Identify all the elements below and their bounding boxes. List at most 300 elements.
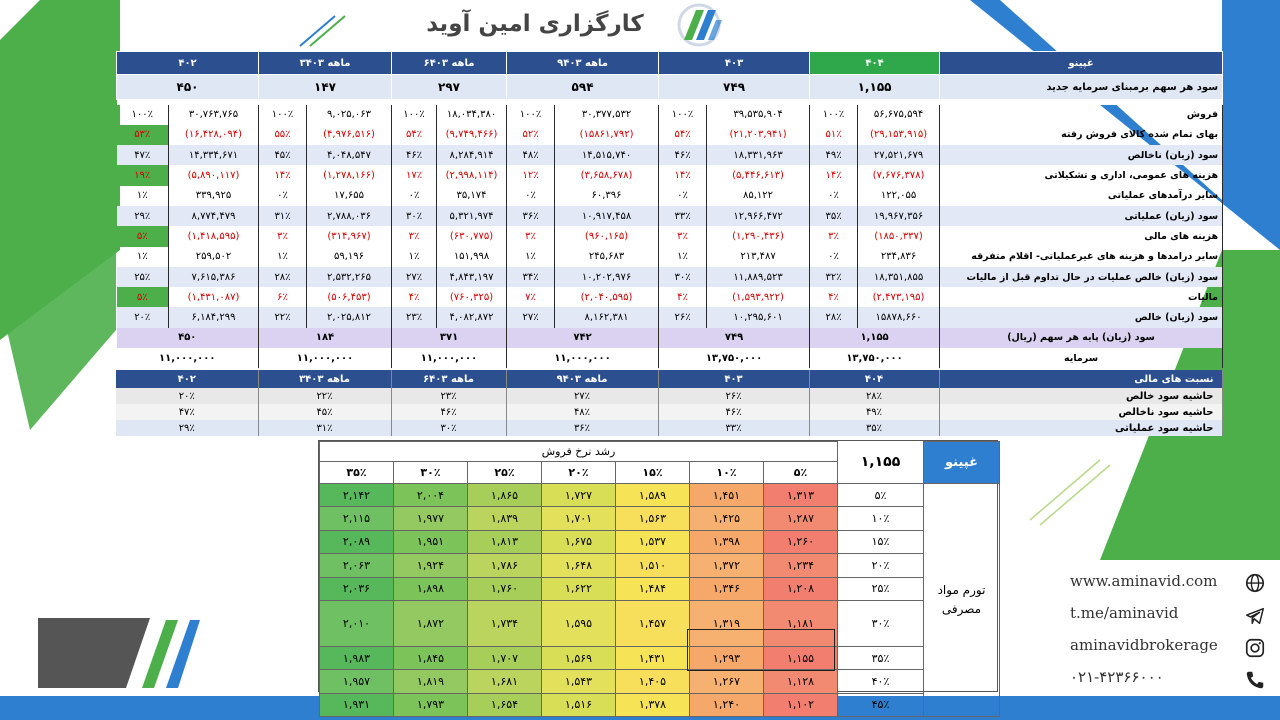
percent-cell: ۰٪	[507, 186, 555, 206]
instagram-icon	[1244, 637, 1266, 659]
statement-row	[117, 226, 1223, 246]
inflation-row-label: ۳۵٪	[838, 646, 924, 669]
sensitivity-row	[320, 554, 1000, 577]
percent-cell: ۳۴٪	[507, 267, 555, 287]
sensitivity-cell: ۱,۳۹۸	[690, 530, 764, 553]
sensitivity-cell: ۱,۴۵۱	[690, 484, 764, 507]
value-cell: ۱۸,۳۵۱,۸۵۵	[858, 267, 940, 287]
percent-cell: ۱٪	[507, 247, 555, 267]
statement-row	[117, 125, 1223, 145]
period-header-row	[117, 52, 1223, 75]
value-cell: ۲,۰۲۵,۸۱۲	[307, 307, 392, 327]
sensitivity-cell: ۱,۱۲۸	[764, 670, 838, 693]
value-cell: ۱۰,۲۹۵,۶۰۱	[707, 307, 810, 327]
percent-cell: ۱٪	[659, 247, 707, 267]
eps-new-capital-row	[117, 75, 1223, 100]
phone-text[interactable]: ۰۲۱-۴۲۳۶۶۰۰۰	[1070, 668, 1164, 686]
ratio-col-header: ۴۰۲	[116, 370, 258, 388]
sensitivity-row	[320, 507, 1000, 530]
value-cell: (۱,۲۹۰,۴۳۶)	[707, 226, 810, 246]
percent-cell: ۵۲٪	[507, 125, 555, 145]
value-cell: ۱۹,۹۶۷,۳۵۶	[858, 206, 940, 226]
ratio-value: ۴۶٪	[391, 404, 506, 420]
sensitivity-cell: ۱,۸۳۹	[468, 507, 542, 530]
value-cell: (۹,۷۴۹,۴۶۶)	[437, 125, 507, 145]
eps-rial-value: ۷۴۲	[507, 328, 659, 348]
value-cell: ۱۷,۶۵۵	[307, 186, 392, 206]
ratio-value: ۲۲٪	[258, 388, 391, 404]
ratio-value: ۴۷٪	[116, 404, 258, 420]
sensitivity-cell: ۱,۵۴۳	[542, 670, 616, 693]
ratio-label: حاشیه سود ناخالص	[939, 404, 1222, 420]
inflation-row-label: ۵٪	[838, 484, 924, 507]
sensitivity-cell: ۱,۲۴۰	[690, 693, 764, 716]
percent-cell: ۱۰۰٪	[259, 105, 307, 125]
value-cell: ۱۰,۲۰۲,۹۷۶	[555, 267, 659, 287]
value-cell: ۲۴۵,۶۸۳	[555, 247, 659, 267]
value-cell: ۵,۳۲۱,۹۷۴	[437, 206, 507, 226]
value-cell: ۱۴,۳۳۴,۶۷۱	[169, 145, 259, 165]
page-title: کارگزاری امین آوید	[426, 11, 644, 37]
sensitivity-cell: ۱,۵۸۹	[616, 484, 690, 507]
percent-cell: ۳۰٪	[392, 206, 437, 226]
sensitivity-cell: ۱,۳۴۶	[690, 577, 764, 600]
value-cell: (۶۳۰,۷۷۵)	[437, 226, 507, 246]
ratio-value: ۳۶٪	[506, 420, 658, 436]
value-cell: ۳۹,۵۳۵,۹۰۴	[707, 105, 810, 125]
statement-row	[117, 206, 1223, 226]
ratio-col-header: ۳ماهه ۴۰۳	[258, 370, 391, 388]
col-header-forecast: ۴۰۴	[810, 52, 940, 75]
inflation-row-label: ۳۰٪	[838, 600, 924, 646]
ratio-value: ۲۰٪	[116, 388, 258, 404]
percent-cell: ۱٪	[259, 247, 307, 267]
value-cell: ۸,۲۸۴,۹۱۴	[437, 145, 507, 165]
percent-cell: ۰٪	[659, 186, 707, 206]
percent-cell: ۰٪	[810, 247, 858, 267]
company-name: غپینو	[940, 52, 1223, 75]
percent-cell: ۳٪	[259, 226, 307, 246]
value-cell: (۷۶۰,۳۲۵)	[437, 287, 507, 307]
ratio-col-header: ۴۰۳	[658, 370, 809, 388]
inflation-row-label: ۲۵٪	[838, 577, 924, 600]
percent-cell: ۵۴٪	[392, 125, 437, 145]
percent-cell: ۱۹٪	[117, 165, 169, 185]
phone-icon	[1244, 669, 1266, 691]
eps-value: ۴۵۰	[117, 75, 259, 100]
percent-cell: ۱۴٪	[810, 165, 858, 185]
percent-cell: ۱۰۰٪	[117, 105, 169, 125]
sensitivity-cell: ۱,۶۸۱	[468, 670, 542, 693]
value-cell: ۳۵,۱۷۴	[437, 186, 507, 206]
value-cell: (۲۹,۱۵۳,۹۱۵)	[858, 125, 940, 145]
income-statement-table	[116, 51, 1223, 368]
percent-cell: ۳۲٪	[810, 267, 858, 287]
sensitivity-cell: ۱,۷۰۱	[542, 507, 616, 530]
value-cell: ۱۲۲,۰۵۵	[858, 186, 940, 206]
capital-value: ۱۱,۰۰۰,۰۰۰	[117, 348, 259, 368]
inflation-row-label: ۴۵٪	[838, 693, 924, 716]
percent-cell: ۰٪	[259, 186, 307, 206]
sensitivity-cell: ۱,۴۳۱	[616, 646, 690, 669]
ratio-title: نسبت های مالی	[939, 370, 1222, 388]
percent-cell: ۲۷٪	[392, 267, 437, 287]
eps-label: سود هر سهم برمبنای سرمایه جدید	[940, 75, 1223, 100]
row-label: هزینه های مالی	[940, 226, 1223, 246]
sensitivity-cell: ۲,۰۰۴	[394, 484, 468, 507]
sensitivity-cell: ۱,۲۹۳	[690, 646, 764, 669]
row-label: سود (زیان) خالص عملیات در حال تداوم قبل از مالیات	[940, 267, 1223, 287]
percent-cell: ۲۶٪	[659, 307, 707, 327]
growth-col-header: ۱۰٪	[690, 462, 764, 484]
sensitivity-cell: ۱,۵۱۰	[616, 554, 690, 577]
growth-col-header: ۳۵٪	[320, 462, 394, 484]
sensitivity-cell: ۱,۸۱۳	[468, 530, 542, 553]
sensitivity-cell: ۲,۰۱۰	[320, 600, 394, 646]
percent-cell: ۳۳٪	[659, 206, 707, 226]
value-cell: (۳۱۴,۹۶۷)	[307, 226, 392, 246]
ratio-header-row	[116, 370, 1222, 388]
ratio-value: ۳۳٪	[658, 420, 809, 436]
ratio-value: ۴۶٪	[658, 404, 809, 420]
value-cell: ۱۴,۵۱۵,۷۴۰	[555, 145, 659, 165]
sensitivity-cell: ۱,۵۹۵	[542, 600, 616, 646]
inflation-row-label: ۲۰٪	[838, 554, 924, 577]
statement-row	[117, 267, 1223, 287]
value-cell: ۱۸,۰۳۴,۳۸۰	[437, 105, 507, 125]
value-cell: (۳,۶۵۸,۶۷۸)	[555, 165, 659, 185]
value-cell: (۹۶۰,۱۶۵)	[555, 226, 659, 246]
sensitivity-cell: ۱,۲۶۰	[764, 530, 838, 553]
value-cell: ۵۹,۱۹۶	[307, 247, 392, 267]
sensitivity-cell: ۱,۲۶۷	[690, 670, 764, 693]
percent-cell: ۲۸٪	[259, 267, 307, 287]
percent-cell: ۲۰٪	[117, 307, 169, 327]
globe-icon	[1244, 572, 1266, 594]
sensitivity-cell: ۱,۵۶۳	[616, 507, 690, 530]
sensitivity-cell: ۱,۹۵۱	[394, 530, 468, 553]
percent-cell: ۴۵٪	[259, 145, 307, 165]
ratio-value: ۲۸٪	[809, 388, 939, 404]
row-label: بهای تمام شده کالای فروش رفته	[940, 125, 1223, 145]
sensitivity-cell: ۱,۵۶۹	[542, 646, 616, 669]
sensitivity-cell: ۱,۹۵۷	[320, 670, 394, 693]
sensitivity-row	[320, 530, 1000, 553]
eps-rial-row	[117, 328, 1223, 348]
sensitivity-table	[318, 440, 998, 712]
sensitivity-cell: ۱,۱۸۱	[764, 600, 838, 646]
row-label: سود (زیان) خالص	[940, 307, 1223, 327]
value-cell: (۱,۴۱۸,۵۹۵)	[169, 226, 259, 246]
eps-rial-value: ۱۸۴	[259, 328, 392, 348]
eps-value: ۵۹۴	[507, 75, 659, 100]
percent-cell: ۲۸٪	[810, 307, 858, 327]
percent-cell: ۴۹٪	[810, 145, 858, 165]
value-cell: ۲,۷۸۸,۰۳۶	[307, 206, 392, 226]
percent-cell: ۴٪	[392, 287, 437, 307]
growth-label: رشد نرخ فروش	[320, 442, 838, 462]
percent-cell: ۳۵٪	[810, 206, 858, 226]
value-cell: (۷,۶۷۶,۳۷۸)	[858, 165, 940, 185]
growth-col-header: ۱۵٪	[616, 462, 690, 484]
sensitivity-cell: ۱,۳۱۳	[764, 484, 838, 507]
percent-cell: ۵۴٪	[659, 125, 707, 145]
value-cell: ۲۳۴,۸۳۶	[858, 247, 940, 267]
statement-row	[117, 287, 1223, 307]
eps-value: ۷۴۹	[659, 75, 810, 100]
value-cell: (۵,۴۴۶,۶۱۳)	[707, 165, 810, 185]
value-cell: (۲۱,۲۰۳,۹۴۱)	[707, 125, 810, 145]
value-cell: (۲,۰۴۰,۵۹۵)	[555, 287, 659, 307]
eps-rial-label: سود (زیان) پایه هر سهم (ریال)	[940, 328, 1223, 348]
percent-cell: ۱٪	[117, 247, 169, 267]
ratio-col-header: ۴۰۴	[809, 370, 939, 388]
percent-cell: ۴۸٪	[507, 145, 555, 165]
value-cell: (۱,۲۷۸,۱۶۶)	[307, 165, 392, 185]
row-label: سود (زیان) ناخالص	[940, 145, 1223, 165]
sensitivity-cell: ۱,۴۰۵	[616, 670, 690, 693]
sensitivity-row	[320, 646, 1000, 669]
sensitivity-cell: ۱,۲۰۸	[764, 577, 838, 600]
row-label: سود (زیان) عملیاتی	[940, 206, 1223, 226]
sensitivity-cell: ۱,۳۷۸	[616, 693, 690, 716]
capital-value: ۱۱,۰۰۰,۰۰۰	[259, 348, 392, 368]
percent-cell: ۵٪	[117, 226, 169, 246]
inflation-row-label: ۱۰٪	[838, 507, 924, 530]
col-header: ۴۰۳	[659, 52, 810, 75]
base-eps: ۱,۱۵۵	[838, 442, 924, 484]
percent-cell: ۱۰۰٪	[810, 105, 858, 125]
col-header: ۶ماهه ۴۰۳	[392, 52, 507, 75]
value-cell: ۶,۱۸۴,۲۹۹	[169, 307, 259, 327]
ratio-label: حاشیه سود خالص	[939, 388, 1222, 404]
statement-row	[117, 165, 1223, 185]
sensitivity-cell: ۱,۲۳۴	[764, 554, 838, 577]
percent-cell: ۴٪	[659, 287, 707, 307]
col-header: ۹ماهه ۴۰۳	[507, 52, 659, 75]
sensitivity-cell: ۱,۶۵۴	[468, 693, 542, 716]
sensitivity-cell: ۱,۷۲۷	[542, 484, 616, 507]
col-header: ۴۰۲	[117, 52, 259, 75]
ratio-value: ۴۵٪	[258, 404, 391, 420]
percent-cell: ۳٪	[507, 226, 555, 246]
sensitivity-row	[320, 484, 1000, 507]
sensitivity-cell: ۱,۳۷۲	[690, 554, 764, 577]
ratio-value: ۲۹٪	[116, 420, 258, 436]
ratio-value: ۴۹٪	[809, 404, 939, 420]
ratio-value: ۳۱٪	[258, 420, 391, 436]
value-cell: (۱,۴۳۱,۰۸۷)	[169, 287, 259, 307]
sensitivity-cell: ۱,۷۹۳	[394, 693, 468, 716]
percent-cell: ۱٪	[392, 247, 437, 267]
sensitivity-cell: ۱,۱۵۵	[764, 646, 838, 669]
percent-cell: ۵۵٪	[259, 125, 307, 145]
sensitivity-cell: ۱,۸۷۲	[394, 600, 468, 646]
percent-cell: ۱۷٪	[392, 165, 437, 185]
sensitivity-cell: ۱,۸۴۵	[394, 646, 468, 669]
eps-value: ۱۴۷	[259, 75, 392, 100]
value-cell: ۳۳۹,۹۲۵	[169, 186, 259, 206]
percent-cell: ۵٪	[117, 287, 169, 307]
sensitivity-cell: ۱,۵۱۶	[542, 693, 616, 716]
eps-rial-value: ۷۴۹	[659, 328, 810, 348]
sensitivity-cell: ۱,۶۲۲	[542, 577, 616, 600]
value-cell: (۵,۸۹۰,۱۱۷)	[169, 165, 259, 185]
sensitivity-cell: ۱,۷۳۴	[468, 600, 542, 646]
inflation-row-label: ۱۵٪	[838, 530, 924, 553]
value-cell: ۹,۰۲۵,۰۶۳	[307, 105, 392, 125]
row-label: سایر درامدها و هزینه های غیرعملیاتی- اقلام متفرقه	[940, 247, 1223, 267]
percent-cell: ۲۲٪	[259, 307, 307, 327]
value-cell: (۵۰۶,۴۵۳)	[307, 287, 392, 307]
sensitivity-cell: ۱,۶۷۵	[542, 530, 616, 553]
statement-row	[117, 186, 1223, 206]
percent-cell: ۶٪	[259, 287, 307, 307]
eps-value: ۲۹۷	[392, 75, 507, 100]
sensitivity-cell: ۱,۶۴۸	[542, 554, 616, 577]
inflation-row-label: ۴۰٪	[838, 670, 924, 693]
statement-row	[117, 247, 1223, 267]
percent-cell: ۳٪	[392, 226, 437, 246]
value-cell: (۴,۹۷۶,۵۱۶)	[307, 125, 392, 145]
value-cell: ۳۰,۷۶۳,۷۶۵	[169, 105, 259, 125]
percent-cell: ۱٪	[117, 186, 169, 206]
value-cell: (۱۵۸۶۱,۷۹۲)	[555, 125, 659, 145]
sensitivity-cell: ۱,۳۱۹	[690, 600, 764, 646]
percent-cell: ۲۵٪	[117, 267, 169, 287]
value-cell: ۱۰,۹۱۷,۴۵۸	[555, 206, 659, 226]
value-cell: (۱۶,۴۲۸,۰۹۴)	[169, 125, 259, 145]
sensitivity-row	[320, 693, 1000, 716]
sensitivity-cell: ۱,۹۸۳	[320, 646, 394, 669]
percent-cell: ۱۰۰٪	[659, 105, 707, 125]
sensitivity-row	[320, 670, 1000, 693]
percent-cell: ۷٪	[507, 287, 555, 307]
percent-cell: ۱۴٪	[659, 165, 707, 185]
value-cell: ۸,۷۷۴,۴۷۹	[169, 206, 259, 226]
capital-value: ۱۳,۷۵۰,۰۰۰	[659, 348, 810, 368]
eps-value: ۱,۱۵۵	[810, 75, 940, 100]
percent-cell: ۳۶٪	[507, 206, 555, 226]
percent-cell: ۱۲٪	[507, 165, 555, 185]
inflation-label: تورم مواد مصرفی	[924, 484, 1000, 717]
ratio-value: ۴۸٪	[506, 404, 658, 420]
percent-cell: ۴۶٪	[392, 145, 437, 165]
value-cell: ۶۰,۳۹۶	[555, 186, 659, 206]
sensitivity-row	[320, 600, 1000, 646]
financial-ratios-table	[116, 370, 1223, 436]
value-cell: ۱۵۸۷۸,۶۶۰	[858, 307, 940, 327]
sensitivity-cell: ۲,۰۳۶	[320, 577, 394, 600]
value-cell: ۱۲,۹۶۶,۴۷۲	[707, 206, 810, 226]
sensitivity-cell: ۲,۱۴۲	[320, 484, 394, 507]
percent-cell: ۳٪	[810, 226, 858, 246]
value-cell: ۱۸,۳۳۱,۹۶۳	[707, 145, 810, 165]
value-cell: (۱۸۵۰,۳۳۷)	[858, 226, 940, 246]
percent-cell: ۱۰۰٪	[507, 105, 555, 125]
percent-cell: ۳۱٪	[259, 206, 307, 226]
percent-cell: ۲۷٪	[507, 307, 555, 327]
sensitivity-cell: ۱,۴۵۷	[616, 600, 690, 646]
ratio-label: حاشیه سود عملیاتی	[939, 420, 1222, 436]
ratio-col-header: ۶ماهه ۴۰۳	[391, 370, 506, 388]
capital-value: ۱۱,۰۰۰,۰۰۰	[507, 348, 659, 368]
capital-value: ۱۳,۷۵۰,۰۰۰	[810, 348, 940, 368]
row-label: سایر درآمدهای عملیاتی	[940, 186, 1223, 206]
sensitivity-cell: ۱,۷۰۷	[468, 646, 542, 669]
percent-cell: ۱۴٪	[259, 165, 307, 185]
growth-col-header: ۲۰٪	[542, 462, 616, 484]
instagram-text[interactable]: aminavidbrokerage	[1070, 636, 1218, 654]
telegram-text[interactable]: t.me/aminavid	[1070, 604, 1179, 622]
col-header: ۳ماهه ۴۰۳	[259, 52, 392, 75]
statement-row	[117, 105, 1223, 125]
sens-company-name: غپینو	[924, 442, 1000, 484]
value-cell: ۸۵,۱۲۲	[707, 186, 810, 206]
statement-row	[117, 145, 1223, 165]
value-cell: ۲۱۳,۴۸۷	[707, 247, 810, 267]
value-cell: ۱۵۱,۹۹۸	[437, 247, 507, 267]
value-cell: (۱,۵۹۳,۹۲۲)	[707, 287, 810, 307]
percent-cell: ۳۰٪	[659, 267, 707, 287]
sensitivity-cell: ۱,۵۳۷	[616, 530, 690, 553]
percent-cell: ۵۳٪	[117, 125, 169, 145]
value-cell: ۲,۵۳۲,۲۶۵	[307, 267, 392, 287]
value-cell: ۳۰,۳۷۷,۵۳۲	[555, 105, 659, 125]
footer-logo-icon	[30, 616, 200, 694]
value-cell: (۲,۹۹۸,۱۱۴)	[437, 165, 507, 185]
value-cell: ۱۱,۸۸۹,۵۲۳	[707, 267, 810, 287]
percent-cell: ۴۷٪	[117, 145, 169, 165]
website-text[interactable]: www.aminavid.com	[1070, 572, 1218, 590]
row-label: فروش	[940, 105, 1223, 125]
ratio-col-header: ۹ماهه ۴۰۳	[506, 370, 658, 388]
value-cell: ۲۵۹,۵۰۲	[169, 247, 259, 267]
value-cell: ۷,۶۱۵,۳۸۶	[169, 267, 259, 287]
ratio-value: ۳۵٪	[809, 420, 939, 436]
sensitivity-cell: ۲,۰۶۳	[320, 554, 394, 577]
sensitivity-row	[320, 577, 1000, 600]
value-cell: ۸,۱۶۲,۳۸۱	[555, 307, 659, 327]
eps-rial-value: ۱,۱۵۵	[810, 328, 940, 348]
sensitivity-cell: ۲,۱۱۵	[320, 507, 394, 530]
value-cell: (۲,۴۷۳,۱۹۵)	[858, 287, 940, 307]
ratio-value: ۲۳٪	[391, 388, 506, 404]
capital-row	[117, 348, 1223, 368]
sensitivity-cell: ۱,۹۲۴	[394, 554, 468, 577]
ratio-row	[116, 420, 1222, 436]
capital-value: ۱۱,۰۰۰,۰۰۰	[392, 348, 507, 368]
percent-cell: ۲۳٪	[392, 307, 437, 327]
growth-col-header: ۲۵٪	[468, 462, 542, 484]
highlight-box	[687, 629, 835, 671]
sensitivity-cell: ۱,۸۱۹	[394, 670, 468, 693]
percent-cell: ۳٪	[659, 226, 707, 246]
value-cell: ۴,۰۴۸,۵۴۷	[307, 145, 392, 165]
sensitivity-cell: ۱,۴۸۴	[616, 577, 690, 600]
eps-rial-value: ۳۷۱	[392, 328, 507, 348]
ratio-row	[116, 404, 1222, 420]
sensitivity-cell: ۱,۹۳۱	[320, 693, 394, 716]
brand-logo-icon	[664, 2, 734, 48]
capital-label: سرمایه	[940, 348, 1223, 368]
sensitivity-cell: ۱,۸۶۵	[468, 484, 542, 507]
value-cell: ۵۶,۶۷۵,۵۹۴	[858, 105, 940, 125]
sensitivity-cell: ۱,۸۹۸	[394, 577, 468, 600]
percent-cell: ۰٪	[810, 186, 858, 206]
percent-cell: ۱۰۰٪	[392, 105, 437, 125]
percent-cell: ۴۶٪	[659, 145, 707, 165]
